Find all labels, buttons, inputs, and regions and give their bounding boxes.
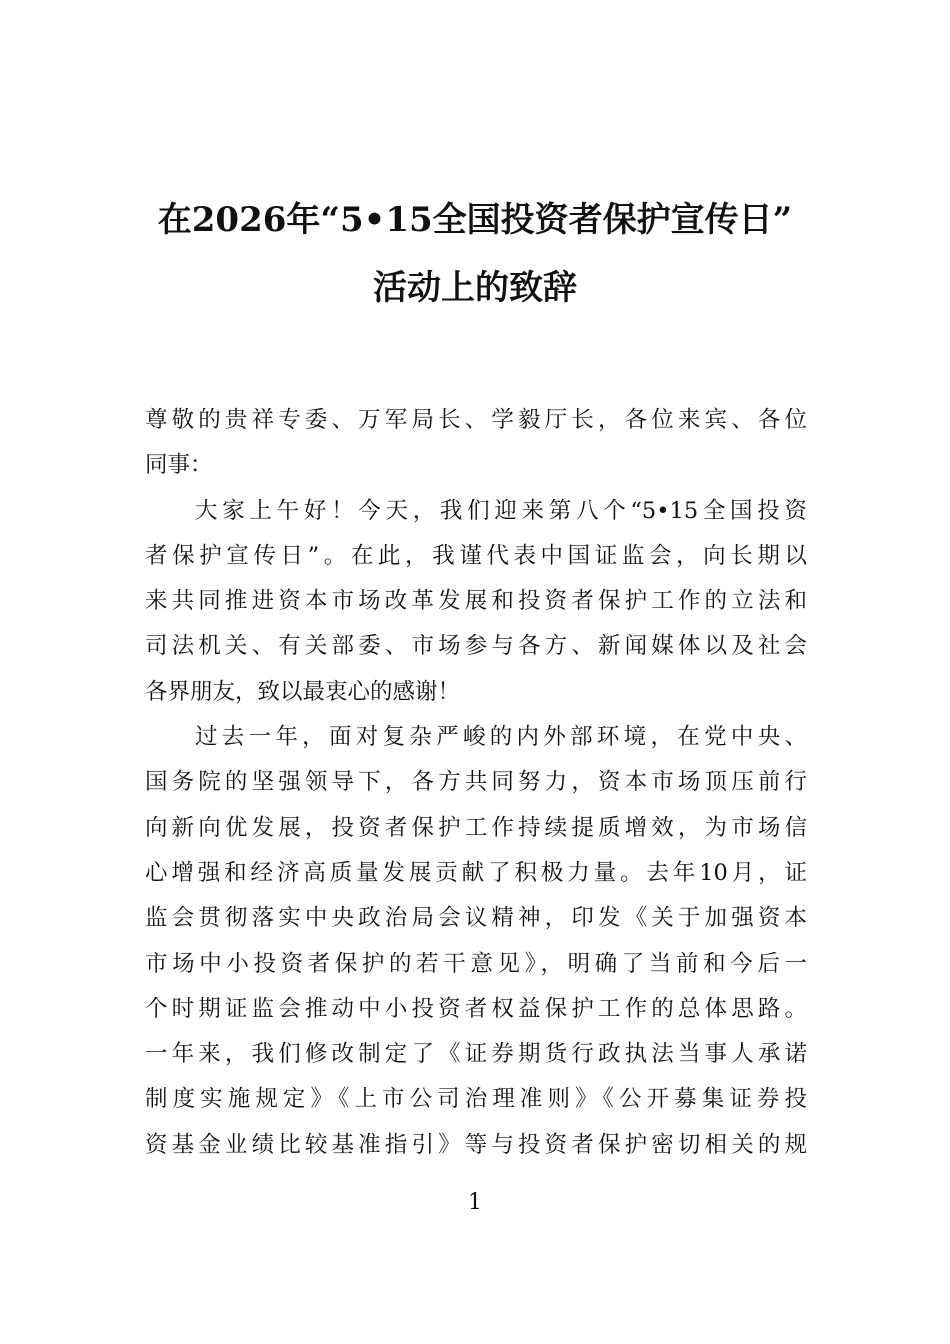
body-line: 大家上午好！今天，我们迎来第八个“5•15全国投资: [195, 497, 807, 524]
body-line: 向新向优发展，投资者保护工作持续提质增效，为市场信: [145, 814, 807, 841]
body-line: 同事：: [145, 452, 213, 479]
body-line: 市场中小投资者保护的若干意见》，明确了当前和今后一: [145, 950, 807, 977]
document-title-line-1: 在2026年“5•15全国投资者保护宣传日”: [157, 200, 793, 240]
body-line: 心增强和经济高质量发展贡献了积极力量。去年10月，证: [145, 859, 807, 886]
body-line: 制度实施规定》《上市公司治理准则》《公开募集证券投: [145, 1086, 807, 1113]
body-line: 过去一年，面对复杂严峻的内外部环境，在党中央、: [195, 724, 807, 751]
body-line: 监会贯彻落实中央政治局会议精神，印发《关于加强资本: [145, 905, 807, 932]
document-title-line-2: 活动上的致辞: [373, 268, 577, 308]
body-line: 司法机关、有关部委、市场参与各方、新闻媒体以及社会: [145, 633, 807, 660]
body-line: 来共同推进资本市场改革发展和投资者保护工作的立法和: [145, 588, 807, 615]
page-number: 1: [468, 1190, 482, 1215]
body-line: 国务院的坚强领导下，各方共同努力，资本市场顶压前行: [145, 769, 807, 796]
body-line: 尊敬的贵祥专委、万军局长、学毅厅长，各位来宾、各位: [145, 407, 807, 433]
body-line: 个时期证监会推动中小投资者权益保护工作的总体思路。: [145, 995, 807, 1022]
body-line: 者保护宣传日”。在此，我谨代表中国证监会，向长期以: [145, 542, 807, 569]
body-line: 各界朋友，致以最衷心的感谢！: [145, 678, 461, 705]
body-line: 一年来，我们修改制定了《证券期货行政执法当事人承诺: [145, 1041, 807, 1068]
body-line: 资基金业绩比较基准指引》等与投资者保护密切相关的规: [145, 1131, 807, 1158]
document-body: [145, 398, 807, 1168]
